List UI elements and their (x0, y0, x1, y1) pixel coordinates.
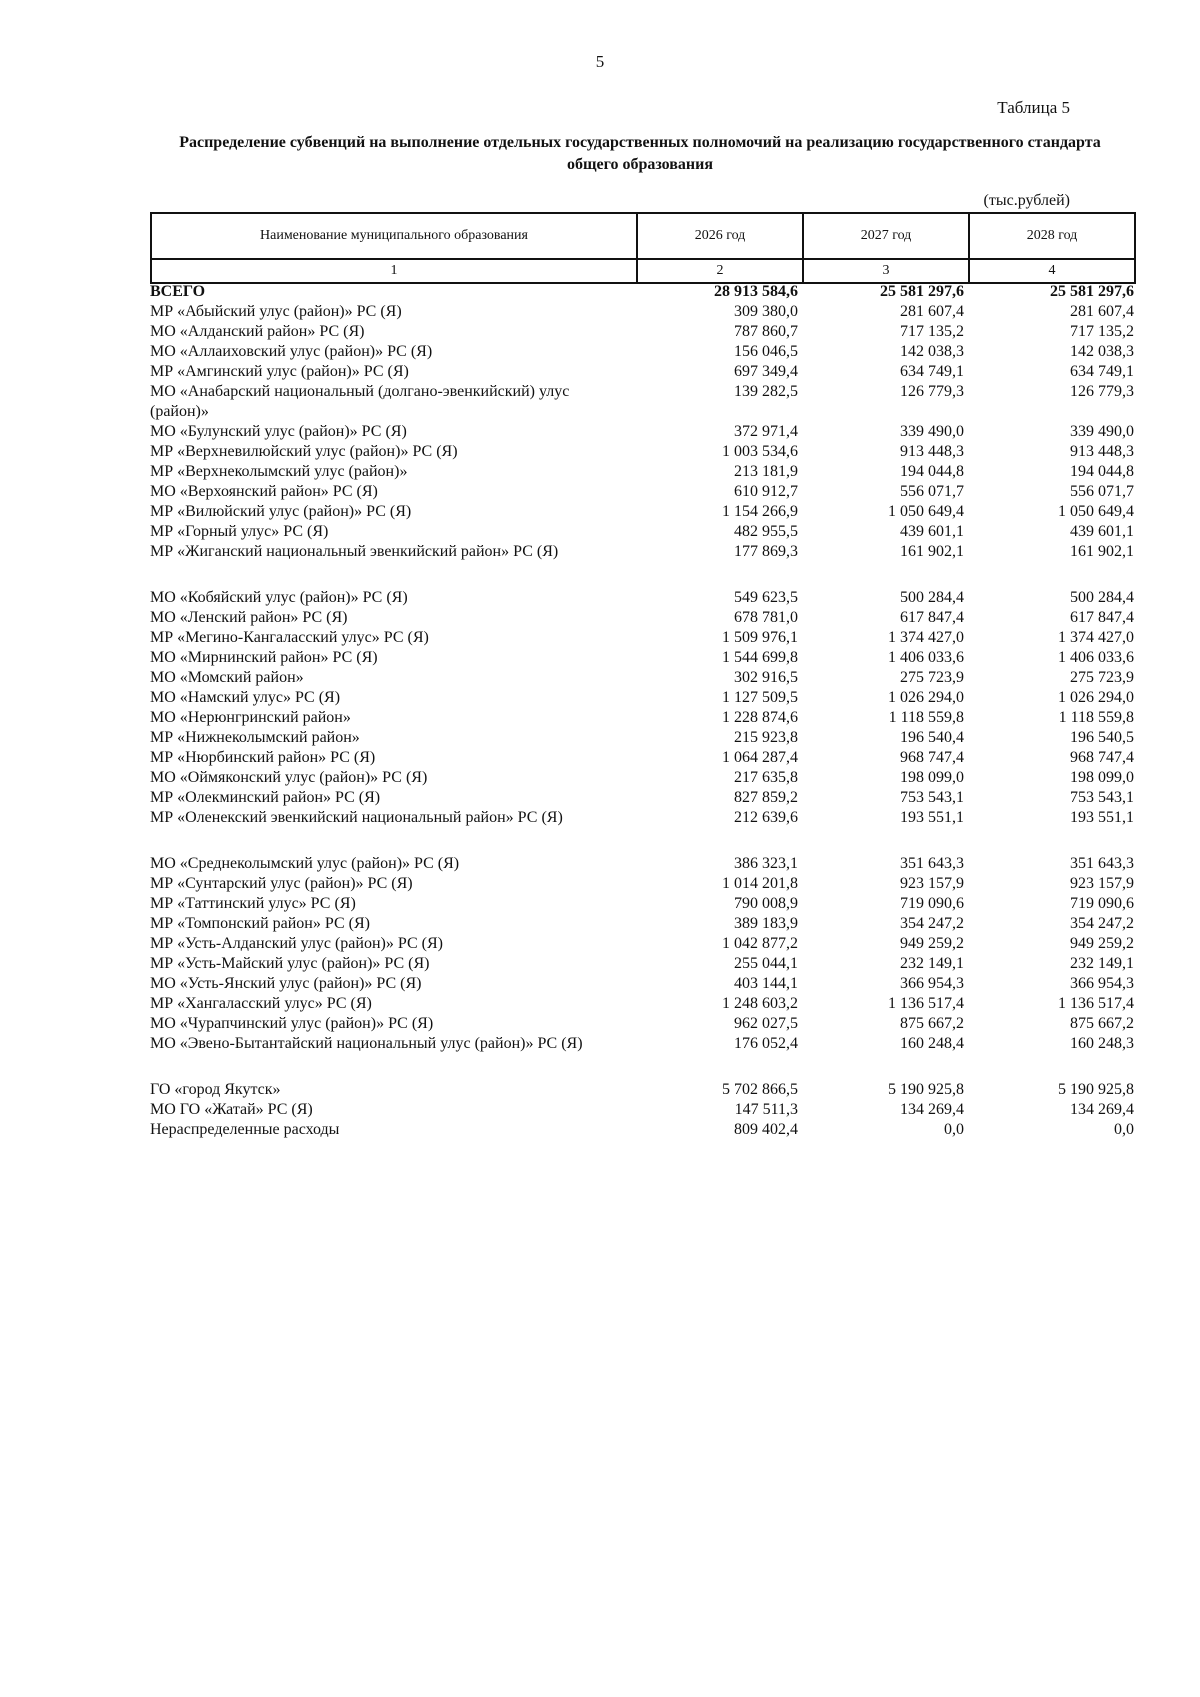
value-2027: 556 071,7 (900, 483, 964, 500)
value-2026: 213 181,9 (734, 463, 798, 480)
value-2026: 217 635,8 (734, 769, 798, 786)
value-2027: 339 490,0 (900, 423, 964, 440)
municipality-name: МО «Намский улус» РС (Я) (150, 689, 341, 706)
value-2028: 875 667,2 (1070, 1015, 1134, 1032)
value-2028: 161 902,1 (1070, 543, 1134, 560)
municipality-name: МР «Верхневилюйский улус (район)» РС (Я) (150, 443, 458, 460)
table-row (150, 322, 1134, 342)
table-row (150, 1034, 1134, 1054)
value-2026: 139 282,5 (734, 383, 798, 400)
header-2028: 2028 год (969, 213, 1135, 259)
value-2026: 1 544 699,8 (722, 649, 798, 666)
value-2027: 875 667,2 (900, 1015, 964, 1032)
municipality-name: МР «Амгинский улус (район)» РС (Я) (150, 363, 409, 380)
value-2026: 156 046,5 (734, 343, 798, 360)
value-2027: 5 190 925,8 (888, 1081, 964, 1098)
value-2027: 0,0 (944, 1121, 964, 1138)
value-2027: 1 118 559,8 (888, 709, 964, 726)
value-2027: 351 643,3 (900, 855, 964, 872)
municipality-name: МР «Вилюйский улус (район)» РС (Я) (150, 503, 412, 520)
municipality-name: МР «Хангаласский улус» РС (Я) (150, 995, 372, 1012)
table-header (150, 212, 1136, 284)
value-2027: 1 050 649,4 (888, 503, 964, 520)
value-2027: 193 551,1 (900, 809, 964, 826)
value-2027: 719 090,6 (900, 895, 964, 912)
table-row (150, 542, 1134, 562)
value-2028: 717 135,2 (1070, 323, 1134, 340)
value-2027: 634 749,1 (900, 363, 964, 380)
municipality-name: МР «Оленекский эвенкийский национальный район» РС (Я) (150, 809, 563, 826)
value-2027: 968 747,4 (900, 749, 964, 766)
municipality-name: МО «Кобяйский улус (район)» РС (Я) (150, 589, 408, 606)
value-2026: 212 639,6 (734, 809, 798, 826)
value-2027: 1 374 427,0 (888, 629, 964, 646)
table-row (150, 588, 1134, 608)
value-2028: 0,0 (1114, 1121, 1134, 1138)
value-2026: 176 052,4 (734, 1035, 798, 1052)
value-2026: 827 859,2 (734, 789, 798, 806)
value-2028: 198 099,0 (1070, 769, 1134, 786)
value-2026: 386 323,1 (734, 855, 798, 872)
table-row (150, 914, 1134, 934)
municipality-name: МО «Верхоянский район» РС (Я) (150, 483, 378, 500)
value-2026: 678 781,0 (734, 609, 798, 626)
municipality-name: МР «Горный улус» РС (Я) (150, 523, 329, 540)
value-2026: 372 971,4 (734, 423, 798, 440)
value-2027: 196 540,4 (900, 729, 964, 746)
row-group-2 (150, 588, 1134, 828)
table-row (150, 874, 1134, 894)
value-2027: 753 543,1 (900, 789, 964, 806)
value-2027: 134 269,4 (900, 1101, 964, 1118)
value-2026: 1 064 287,4 (722, 749, 798, 766)
value-2027: 232 149,1 (900, 955, 964, 972)
value-2026: 787 860,7 (734, 323, 798, 340)
municipality-name: МО «Усть-Янский улус (район)» РС (Я) (150, 975, 422, 992)
value-2027: 923 157,9 (900, 875, 964, 892)
value-2028: 126 779,3 (1070, 383, 1134, 400)
value-2028: 339 490,0 (1070, 423, 1134, 440)
units-label: (тыс.рублей) (983, 192, 1070, 209)
value-2028: 617 847,4 (1070, 609, 1134, 626)
value-2028: 232 149,1 (1070, 955, 1134, 972)
value-2027: 949 259,2 (900, 935, 964, 952)
municipality-name: МО «Аллаиховский улус (район)» РС (Я) (150, 343, 433, 360)
value-2028: 193 551,1 (1070, 809, 1134, 826)
value-2026: 962 027,5 (734, 1015, 798, 1032)
value-2026: 1 127 509,5 (722, 689, 798, 706)
municipality-name: МО «Чурапчинский улус (район)» РС (Я) (150, 1015, 434, 1032)
table-row (150, 648, 1134, 668)
table-row (150, 302, 1134, 322)
table-row (150, 608, 1134, 628)
value-2028: 1 136 517,4 (1058, 995, 1134, 1012)
value-2026: 389 183,9 (734, 915, 798, 932)
municipality-name: МР «Нижнеколымский район» (150, 729, 360, 746)
group-spacer (150, 1054, 1134, 1080)
header-2026: 2026 год (637, 213, 803, 259)
municipality-name: МО «Ленский район» РС (Я) (150, 609, 348, 626)
value-2027: 161 902,1 (900, 543, 964, 560)
table-row (150, 628, 1134, 648)
value-2028: 281 607,4 (1070, 303, 1134, 320)
table-row (150, 1100, 1134, 1120)
value-2027: 366 954,3 (900, 975, 964, 992)
row-group-4 (150, 1080, 1134, 1140)
municipality-name: МР «Таттинский улус» РС (Я) (150, 895, 356, 912)
value-2026: 302 916,5 (734, 669, 798, 686)
municipality-name: МО «Нерюнгринский район» (150, 709, 351, 726)
table-row (150, 668, 1134, 688)
document-title: Распределение субвенций на выполнение отдельных государственных полномочий на реализацию государственного стандарта общего образования (179, 134, 1101, 173)
value-2026: 697 349,4 (734, 363, 798, 380)
table-row (150, 482, 1134, 502)
municipality-name: МО «Момский район» (150, 669, 304, 686)
municipality-name: МР «Верхнеколымский улус (район)» (150, 463, 408, 480)
municipality-name: МР «Олекминский район» РС (Я) (150, 789, 381, 806)
value-2028: 142 038,3 (1070, 343, 1134, 360)
total-2026: 28 913 584,6 (714, 283, 798, 300)
value-2026: 1 003 534,6 (722, 443, 798, 460)
municipality-name: МР «Сунтарский улус (район)» РС (Я) (150, 875, 413, 892)
table-row (150, 462, 1134, 482)
municipality-name: МР «Нюрбинский район» РС (Я) (150, 749, 376, 766)
table-row (150, 442, 1134, 462)
value-2028: 1 050 649,4 (1058, 503, 1134, 520)
value-2028: 1 406 033,6 (1058, 649, 1134, 666)
value-2027: 913 448,3 (900, 443, 964, 460)
table-row (150, 502, 1134, 522)
table-row (150, 422, 1134, 442)
table-row (150, 522, 1134, 542)
value-2027: 1 136 517,4 (888, 995, 964, 1012)
value-2026: 215 923,8 (734, 729, 798, 746)
table-row (150, 748, 1134, 768)
value-2026: 5 702 866,5 (722, 1081, 798, 1098)
table-row (150, 934, 1134, 954)
value-2026: 309 380,0 (734, 303, 798, 320)
value-2027: 1 026 294,0 (888, 689, 964, 706)
table-label: Таблица 5 (997, 98, 1070, 117)
value-2028: 354 247,2 (1070, 915, 1134, 932)
table-row (150, 994, 1134, 1014)
value-2027: 439 601,1 (900, 523, 964, 540)
column-number-3: 3 (803, 259, 969, 283)
value-2028: 719 090,6 (1070, 895, 1134, 912)
value-2026: 403 144,1 (734, 975, 798, 992)
value-2028: 134 269,4 (1070, 1101, 1134, 1118)
group-spacer (150, 828, 1134, 854)
page-number: 5 (595, 52, 605, 71)
municipality-name: Нераспределенные расходы (150, 1121, 340, 1138)
value-2026: 482 955,5 (734, 523, 798, 540)
municipality-name: МР «Абыйский улус (район)» РС (Я) (150, 303, 402, 320)
value-2027: 1 406 033,6 (888, 649, 964, 666)
value-2027: 142 038,3 (900, 343, 964, 360)
municipality-name: МО «Анабарский национальный (долгано-эвенкийский) улус (район)» (150, 383, 570, 420)
municipality-name: МР «Томпонский район» РС (Я) (150, 915, 370, 932)
table-row (150, 342, 1134, 362)
value-2026: 147 511,3 (734, 1101, 798, 1118)
municipality-name: МО «Мирнинский район» РС (Я) (150, 649, 378, 666)
municipality-name: ГО «город Якутск» (150, 1081, 281, 1098)
total-2027: 25 581 297,6 (880, 283, 964, 300)
value-2028: 1 374 427,0 (1058, 629, 1134, 646)
total-label: ВСЕГО (150, 283, 206, 300)
table-row (150, 1120, 1134, 1140)
value-2028: 439 601,1 (1070, 523, 1134, 540)
group-spacer (150, 562, 1134, 588)
table-row (150, 708, 1134, 728)
table-row (150, 954, 1134, 974)
value-2027: 354 247,2 (900, 915, 964, 932)
value-2028: 1 026 294,0 (1058, 689, 1134, 706)
value-2027: 198 099,0 (900, 769, 964, 786)
value-2026: 1 154 266,9 (722, 503, 798, 520)
table-row (150, 768, 1134, 788)
municipality-name: МО «Среднеколымский улус (район)» РС (Я) (150, 855, 460, 872)
total-row (150, 282, 1134, 302)
table-row (150, 788, 1134, 808)
value-2027: 617 847,4 (900, 609, 964, 626)
table-row (150, 894, 1134, 914)
value-2028: 351 643,3 (1070, 855, 1134, 872)
table-row (150, 808, 1134, 828)
value-2028: 500 284,4 (1070, 589, 1134, 606)
municipality-name: МО «Эвено-Бытантайский национальный улус (район)» РС (Я) (150, 1035, 583, 1052)
value-2027: 126 779,3 (900, 383, 964, 400)
table-body (150, 282, 1134, 1140)
municipality-name: МР «Мегино-Кангаласский улус» РС (Я) (150, 629, 429, 646)
column-number-1: 1 (151, 259, 637, 283)
municipality-name: МО ГО «Жатай» РС (Я) (150, 1101, 313, 1118)
value-2026: 1 042 877,2 (722, 935, 798, 952)
value-2028: 196 540,5 (1070, 729, 1134, 746)
value-2028: 1 118 559,8 (1058, 709, 1134, 726)
municipality-name: МО «Алданский район» РС (Я) (150, 323, 365, 340)
header-2027: 2027 год (803, 213, 969, 259)
table-row (150, 974, 1134, 994)
column-number-2: 2 (637, 259, 803, 283)
value-2026: 1 509 976,1 (722, 629, 798, 646)
value-2027: 500 284,4 (900, 589, 964, 606)
value-2026: 610 912,7 (734, 483, 798, 500)
value-2028: 949 259,2 (1070, 935, 1134, 952)
value-2027: 275 723,9 (900, 669, 964, 686)
value-2028: 634 749,1 (1070, 363, 1134, 380)
value-2028: 194 044,8 (1070, 463, 1134, 480)
table-row (150, 1080, 1134, 1100)
municipality-name: МО «Булунский улус (район)» РС (Я) (150, 423, 407, 440)
value-2028: 160 248,3 (1070, 1035, 1134, 1052)
table-row (150, 728, 1134, 748)
table-row (150, 854, 1134, 874)
municipality-name: МР «Жиганский национальный эвенкийский район» РС (Я) (150, 543, 559, 560)
value-2026: 177 869,3 (734, 543, 798, 560)
header-municipality: Наименование муниципального образования (151, 213, 637, 259)
value-2026: 1 014 201,8 (722, 875, 798, 892)
value-2028: 753 543,1 (1070, 789, 1134, 806)
value-2028: 5 190 925,8 (1058, 1081, 1134, 1098)
value-2028: 275 723,9 (1070, 669, 1134, 686)
value-2026: 1 248 603,2 (722, 995, 798, 1012)
table-row (150, 382, 1134, 422)
municipality-name: МР «Усть-Майский улус (район)» РС (Я) (150, 955, 430, 972)
table-row (150, 688, 1134, 708)
row-group-1 (150, 302, 1134, 562)
municipality-name: МР «Усть-Алданский улус (район)» РС (Я) (150, 935, 443, 952)
value-2027: 194 044,8 (900, 463, 964, 480)
column-number-4: 4 (969, 259, 1135, 283)
value-2027: 160 248,4 (900, 1035, 964, 1052)
row-group-3 (150, 854, 1134, 1054)
table-row (150, 1014, 1134, 1034)
value-2027: 281 607,4 (900, 303, 964, 320)
value-2027: 717 135,2 (900, 323, 964, 340)
value-2026: 809 402,4 (734, 1121, 798, 1138)
value-2026: 549 623,5 (734, 589, 798, 606)
value-2026: 255 044,1 (734, 955, 798, 972)
value-2028: 556 071,7 (1070, 483, 1134, 500)
value-2028: 913 448,3 (1070, 443, 1134, 460)
value-2028: 366 954,3 (1070, 975, 1134, 992)
value-2028: 923 157,9 (1070, 875, 1134, 892)
total-2028: 25 581 297,6 (1050, 283, 1134, 300)
value-2026: 1 228 874,6 (722, 709, 798, 726)
value-2026: 790 008,9 (734, 895, 798, 912)
municipality-name: МО «Оймяконский улус (район)» РС (Я) (150, 769, 428, 786)
table-row (150, 362, 1134, 382)
value-2028: 968 747,4 (1070, 749, 1134, 766)
